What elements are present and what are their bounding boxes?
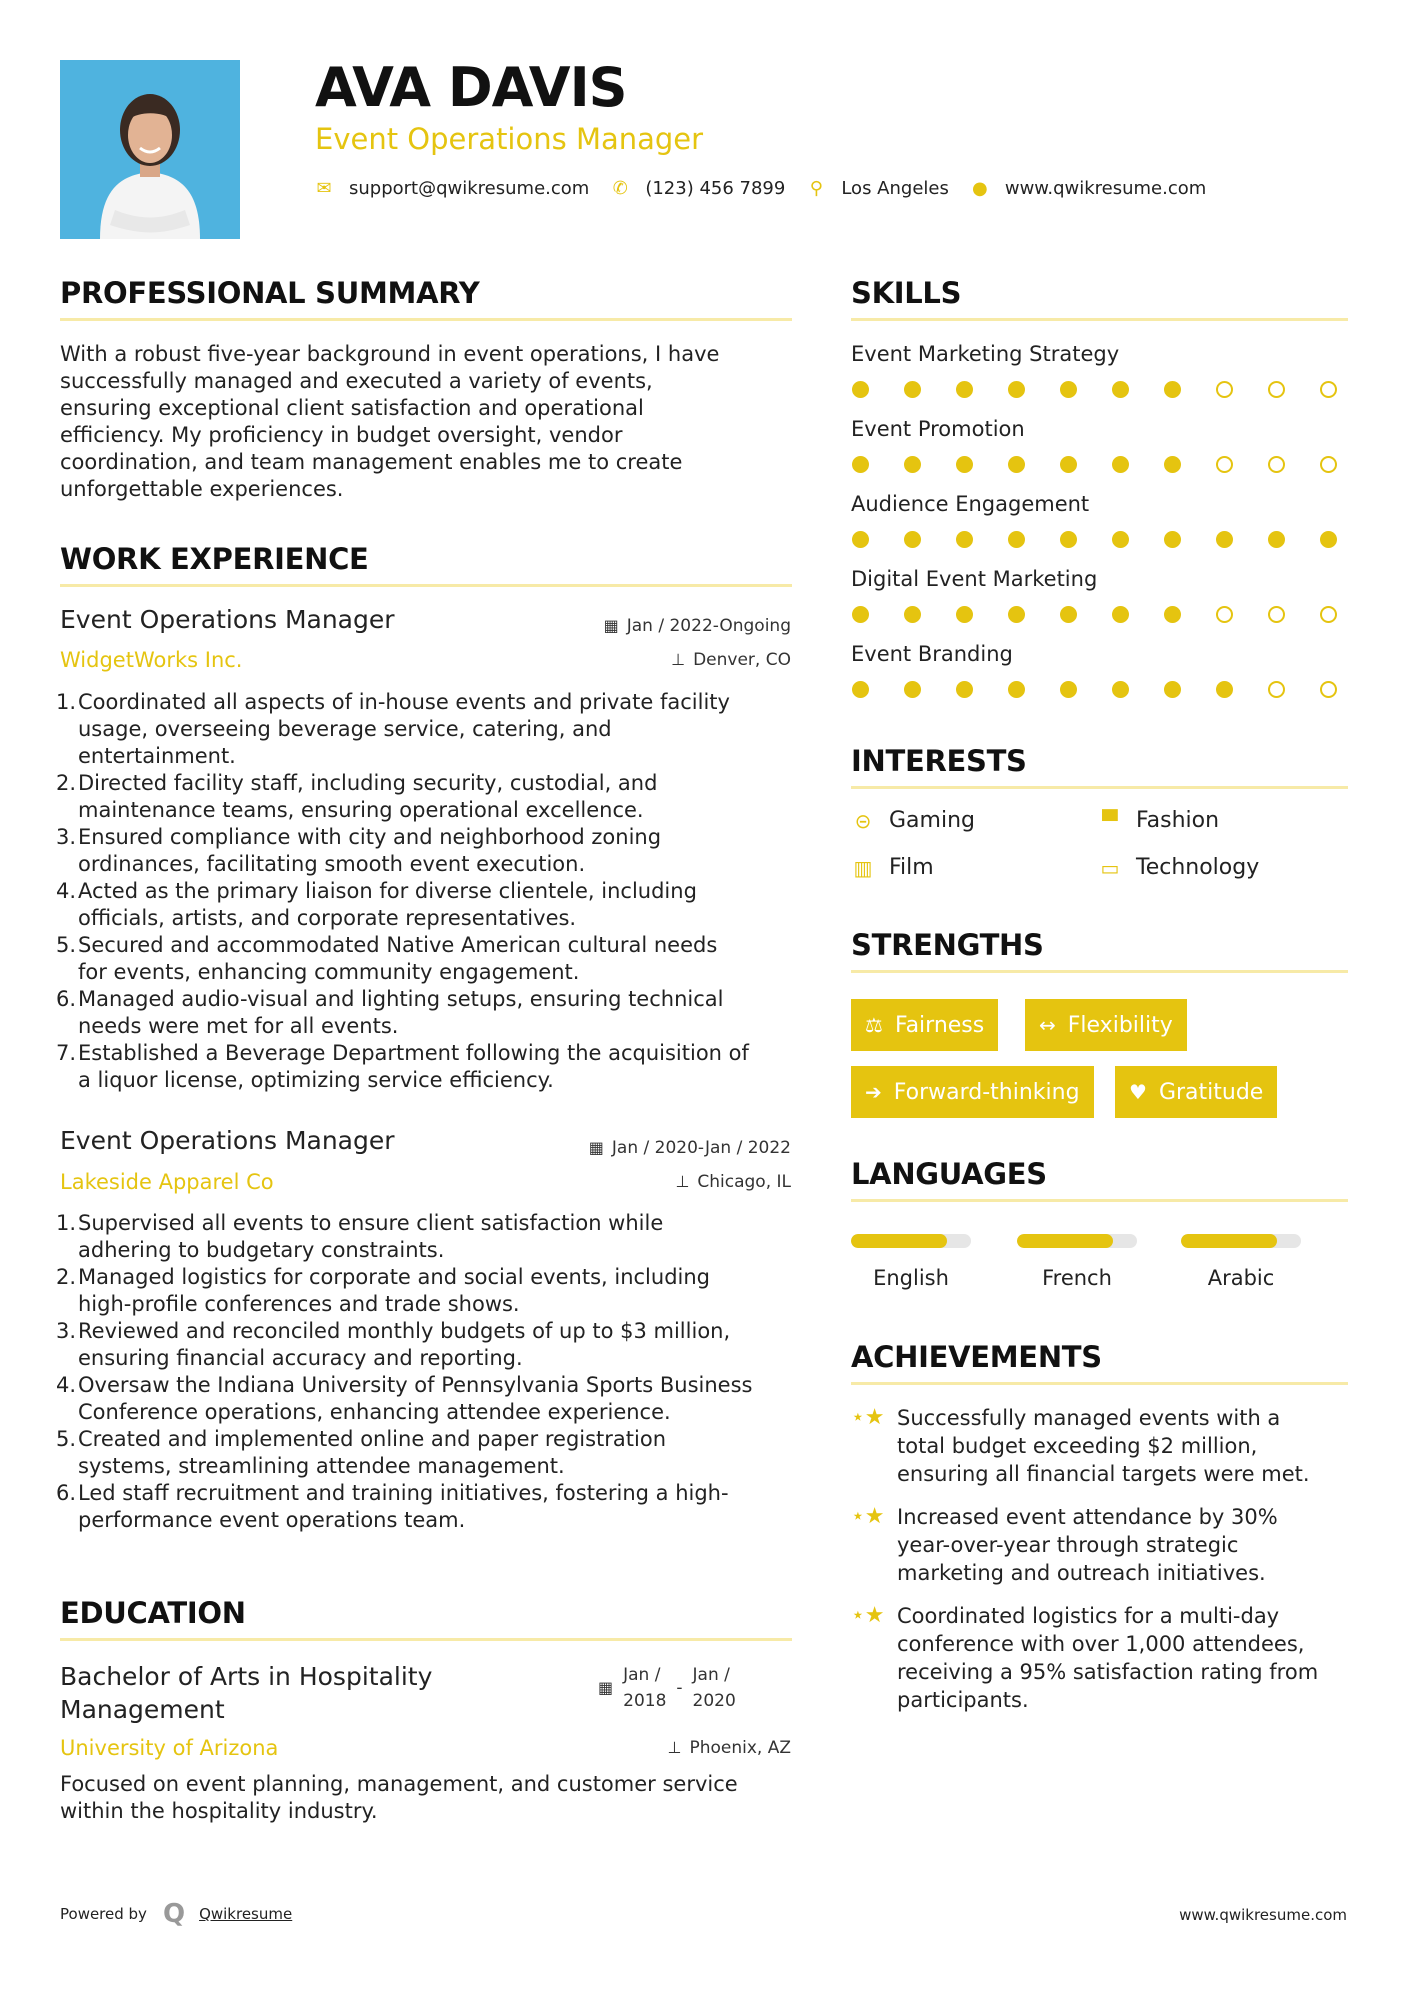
language-name: Arabic — [1207, 1266, 1275, 1290]
envelope-icon: ✉ — [316, 178, 332, 199]
education-rule — [60, 1638, 792, 1641]
education-dates: ▦ Jan / 2018 - Jan / 2020 — [598, 1665, 736, 1711]
rating-dot-filled — [1008, 531, 1025, 548]
film-icon: ▥ — [853, 855, 873, 880]
skills-rule — [851, 318, 1348, 321]
candidate-name: AVA DAVIS — [315, 56, 627, 119]
rating-dot-filled — [956, 381, 973, 398]
list-item: 2. Directed facility staff, including security, custodial, and maintenance teams, ensuring operational excellence. — [56, 771, 658, 822]
list-item: 4. Oversaw the Indiana University of Pennsylvania Sports Business Conference operations, enhancing attendee experience. — [56, 1373, 753, 1424]
rating-dot-filled — [1164, 681, 1181, 698]
rating-dot-filled — [1008, 606, 1025, 623]
language-level-bar — [1017, 1234, 1137, 1248]
rating-dot-filled — [1268, 531, 1285, 548]
job-bullets-2 — [56, 1210, 801, 1534]
profile-photo — [60, 60, 240, 239]
list-item: 7. Established a Beverage Department following the acquisition of a liquor license, optimizing service efficiency. — [56, 1041, 749, 1092]
rating-dot-filled — [1112, 531, 1129, 548]
footer-powered-by: Powered by Q Qwikresume — [60, 1899, 293, 1929]
star-icon: ⋆★ — [851, 1603, 885, 1628]
rating-dot-filled — [956, 681, 973, 698]
experience-heading: WORK EXPERIENCE — [60, 542, 369, 576]
rating-dot-filled — [904, 381, 921, 398]
rating-dot-filled — [852, 531, 869, 548]
rating-dot-filled — [1164, 531, 1181, 548]
list-item: 2. Managed logistics for corporate and social events, including high-profile conferences and trade shows. — [56, 1265, 710, 1316]
education-degree: Bachelor of Arts in Hospitality Management — [60, 1662, 433, 1724]
rating-dot-filled — [1216, 531, 1233, 548]
contact-phone[interactable]: ✆ (123) 456 7899 — [612, 178, 786, 199]
strength-chip-forward-thinking: ➔ Forward-thinking — [851, 1066, 1094, 1118]
rating-dot-filled — [1164, 456, 1181, 473]
rating-dot-empty — [1320, 606, 1337, 623]
language-name: French — [1042, 1266, 1112, 1290]
pushpin-icon: ⊥ — [671, 650, 686, 669]
contact-bar — [315, 178, 1228, 199]
rating-dot-filled — [904, 606, 921, 623]
rating-dot-filled — [1008, 381, 1025, 398]
list-item: 5. Created and implemented online and paper registration systems, streamlining attendee management. — [56, 1427, 667, 1478]
laptop-icon: ▭ — [1100, 855, 1120, 880]
education-description: Focused on event planning, management, and customer service within the hospitality industry. — [60, 1772, 738, 1823]
footer-url[interactable]: www.qwikresume.com — [1179, 1906, 1347, 1924]
summary-text: With a robust five-year background in event operations, I have successfully managed and executed a variety of events, ensuring exceptional client satisfaction and operational efficiency. My proficiency in budget oversight, vendor coordination, and team management enables me to create unforgettable experiences. — [60, 342, 720, 501]
achievement-item-1: ⋆★ Successfully managed events with a total budget exceeding $2 million, ensuring all financial targets were met. — [851, 1405, 1310, 1486]
interest-fashion: ▀ Fashion — [1098, 808, 1219, 833]
list-item: 6. Managed audio-visual and lighting setups, ensuring technical needs were met for all events. — [56, 987, 724, 1038]
language-level-bar — [851, 1234, 971, 1248]
calendar-icon: ▦ — [603, 616, 619, 635]
rating-dot-filled — [1060, 606, 1077, 623]
skill-name: Audience Engagement — [851, 492, 1090, 516]
achievements-heading: ACHIEVEMENTS — [851, 1340, 1102, 1374]
languages-heading: LANGUAGES — [851, 1157, 1047, 1191]
pushpin-icon: ⊥ — [667, 1738, 682, 1757]
rating-dot-filled — [904, 681, 921, 698]
rating-dot-filled — [1060, 456, 1077, 473]
rating-dot-filled — [1112, 456, 1129, 473]
strengths-heading: STRENGTHS — [851, 928, 1044, 962]
education-location: ⊥ Phoenix, AZ — [667, 1738, 791, 1758]
strength-chip-fairness: ⚖ Fairness — [851, 999, 998, 1051]
shopping-bag-icon: ▀ — [1102, 808, 1118, 833]
list-item: 4. Acted as the primary liaison for diverse clientele, including officials, artists, and corporate representatives. — [56, 879, 697, 930]
rating-dot-filled — [1112, 381, 1129, 398]
rating-dot-filled — [904, 456, 921, 473]
rating-dot-filled — [852, 456, 869, 473]
skills-heading: SKILLS — [851, 276, 962, 310]
candidate-title: Event Operations Manager — [315, 122, 704, 156]
balance-scale-icon: ⚖ — [865, 1013, 883, 1037]
rating-dot-filled — [1060, 381, 1077, 398]
rating-dot-filled — [852, 381, 869, 398]
rating-dot-empty — [1268, 681, 1285, 698]
rating-dot-empty — [1216, 606, 1233, 623]
rating-dot-filled — [956, 456, 973, 473]
job-dates-1: ▦ Jan / 2022-Ongoing — [603, 616, 791, 636]
rating-dot-filled — [1164, 606, 1181, 623]
skill-name: Digital Event Marketing — [851, 567, 1098, 591]
skill-name: Event Branding — [851, 642, 1013, 666]
achievements-rule — [851, 1382, 1348, 1385]
job-company-1: WidgetWorks Inc. — [60, 648, 243, 672]
job-location-2: ⊥ Chicago, IL — [675, 1172, 791, 1192]
calendar-icon: ▦ — [588, 1138, 604, 1157]
arrow-right-icon: ➔ — [865, 1080, 882, 1104]
achievement-item-2: ⋆★ Increased event attendance by 30% year-over-year through strategic marketing and outreach initiatives. — [851, 1504, 1278, 1585]
rating-dot-filled — [1164, 381, 1181, 398]
rating-dot-filled — [852, 681, 869, 698]
rating-dot-empty — [1216, 456, 1233, 473]
rating-dot-empty — [1320, 381, 1337, 398]
rating-dot-filled — [1008, 456, 1025, 473]
languages-rule — [851, 1199, 1348, 1202]
skill-rating — [852, 456, 1337, 473]
list-item: 3. Ensured compliance with city and neighborhood zoning ordinances, facilitating smooth event execution. — [56, 825, 662, 876]
rating-dot-filled — [956, 531, 973, 548]
interest-technology: ▭ Technology — [1098, 855, 1259, 880]
rating-dot-filled — [1060, 531, 1077, 548]
language-name: English — [873, 1266, 949, 1290]
pushpin-icon: ⊥ — [675, 1172, 690, 1191]
rating-dot-filled — [1060, 681, 1077, 698]
language-level-fill — [1181, 1234, 1277, 1248]
summary-heading: PROFESSIONAL SUMMARY — [60, 276, 480, 310]
rating-dot-filled — [956, 606, 973, 623]
job-title-2: Event Operations Manager — [60, 1126, 395, 1155]
job-dates-2: ▦ Jan / 2020-Jan / 2022 — [588, 1138, 791, 1158]
language-level-fill — [1017, 1234, 1113, 1248]
phone-icon: ✆ — [612, 178, 628, 199]
skill-rating — [852, 381, 1337, 398]
rating-dot-filled — [1112, 681, 1129, 698]
list-item: 1. Supervised all events to ensure client satisfaction while adhering to budgetary constraints. — [56, 1211, 664, 1262]
summary-rule — [60, 318, 792, 321]
arrows-horizontal-icon: ↔ — [1039, 1013, 1056, 1037]
skill-rating — [852, 681, 1337, 698]
contact-website[interactable]: ● www.qwikresume.com — [971, 178, 1207, 199]
footer-brand-link[interactable]: Qwikresume — [199, 1905, 293, 1923]
rating-dot-filled — [852, 606, 869, 623]
skill-rating — [852, 606, 1337, 623]
star-icon: ⋆★ — [851, 1504, 885, 1529]
strength-chip-flexibility: ↔ Flexibility — [1025, 999, 1187, 1051]
experience-rule — [60, 584, 792, 587]
rating-dot-empty — [1268, 456, 1285, 473]
job-location-1: ⊥ Denver, CO — [671, 650, 791, 670]
map-marker-icon: ⚲ — [809, 178, 823, 199]
heart-icon: ♥ — [1129, 1080, 1147, 1104]
language-level-fill — [851, 1234, 947, 1248]
interests-heading: INTERESTS — [851, 744, 1027, 778]
interests-rule — [851, 786, 1348, 789]
star-icon: ⋆★ — [851, 1405, 885, 1430]
skill-name: Event Marketing Strategy — [851, 342, 1120, 366]
list-item: 3. Reviewed and reconciled monthly budgets of up to $3 million, ensuring financial accuracy and reporting. — [56, 1319, 731, 1370]
rating-dot-empty — [1268, 606, 1285, 623]
gamepad-icon: ⊝ — [854, 808, 872, 833]
strength-chip-gratitude: ♥ Gratitude — [1115, 1066, 1277, 1118]
rating-dot-filled — [1216, 681, 1233, 698]
rating-dot-filled — [1320, 531, 1337, 548]
list-item: 6. Led staff recruitment and training initiatives, fostering a high- performance event operations team. — [56, 1481, 729, 1532]
skill-rating — [852, 531, 1337, 548]
achievement-item-3: ⋆★ Coordinated logistics for a multi-day conference with over 1,000 attendees, receiving a 95% satisfaction rating from participants. — [851, 1603, 1319, 1712]
contact-email[interactable]: ✉ support@qwikresume.com — [316, 178, 590, 199]
rating-dot-filled — [904, 531, 921, 548]
globe-icon: ● — [971, 178, 988, 199]
skill-name: Event Promotion — [851, 417, 1025, 441]
rating-dot-filled — [1008, 681, 1025, 698]
job-title-1: Event Operations Manager — [60, 605, 395, 634]
education-heading: EDUCATION — [60, 1596, 246, 1630]
list-item: 1. Coordinated all aspects of in-house events and private facility usage, overseeing beverage service, catering, and entertainment. — [56, 690, 730, 768]
contact-location: ⚲ Los Angeles — [807, 178, 949, 199]
qwikresume-logo-icon: Q — [162, 1899, 186, 1929]
interest-film: ▥ Film — [851, 855, 934, 880]
language-level-bar — [1181, 1234, 1301, 1248]
interest-gaming: ⊝ Gaming — [851, 808, 975, 833]
rating-dot-empty — [1320, 681, 1337, 698]
rating-dot-empty — [1216, 381, 1233, 398]
job-bullets-1 — [56, 689, 801, 1094]
education-school: University of Arizona — [60, 1736, 279, 1760]
list-item: 5. Secured and accommodated Native American cultural needs for events, enhancing community engagement. — [56, 933, 718, 984]
rating-dot-filled — [1112, 606, 1129, 623]
rating-dot-empty — [1320, 456, 1337, 473]
calendar-icon: ▦ — [598, 1678, 614, 1697]
rating-dot-empty — [1268, 381, 1285, 398]
strengths-rule — [851, 970, 1348, 973]
job-company-2: Lakeside Apparel Co — [60, 1170, 274, 1194]
